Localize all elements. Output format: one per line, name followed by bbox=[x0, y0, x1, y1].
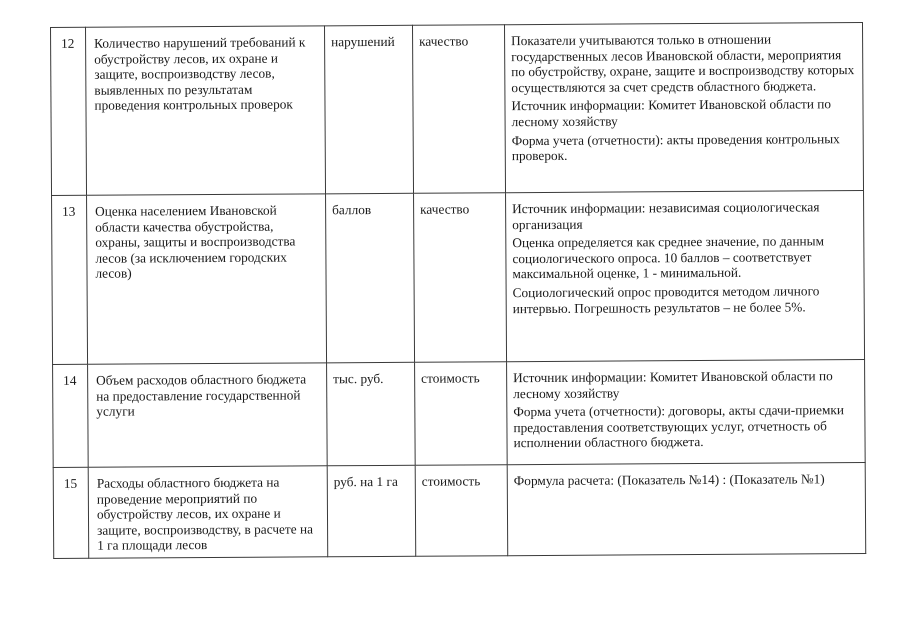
indicator-type: качество bbox=[414, 193, 507, 363]
row-number: 14 bbox=[53, 364, 89, 467]
indicator-name: Оценка населением Ивановской области качества обустройства, охраны, защиты и воспроизводства лесов (за исключением городских лесов) bbox=[87, 194, 327, 364]
note-paragraph: Источник информации: Комитет Ивановской области по лесному хозяйству bbox=[513, 368, 833, 401]
note-paragraph: Форма учета (отчетности): договоры, акты сдачи-приемки предоставления соответствующих услуг, отчетность об исполнении областного бюджета. bbox=[513, 402, 845, 451]
table-row bbox=[53, 360, 866, 468]
indicators-table bbox=[50, 22, 866, 559]
indicator-name: Количество нарушений требований к обустройству лесов, их охране и защите, воспроизводству лесов, выявленных по результатам проведения контрольных проверок bbox=[86, 26, 326, 195]
unit-of-measure: руб. на 1 га bbox=[327, 465, 416, 557]
note-paragraph: Оценка определяется как среднее значение, по данным социологического опроса. 10 баллов – соответствует максимальной оценке, 1 - минимальной. bbox=[512, 233, 825, 282]
note-paragraph: Источник информации: Комитет Ивановской области по лесному хозяйству bbox=[511, 96, 832, 130]
note-paragraph: Формула расчета: (Показатель №14) : (Показатель №1) bbox=[513, 471, 825, 489]
indicator-name: Расходы областного бюджета на проведение мероприятий по обустройству лесов, их охране и защите, воспроизводству, в расчете на 1 га площади лесов bbox=[88, 466, 328, 558]
note-paragraph: Источник информации: независимая социологическая организация bbox=[512, 199, 820, 232]
indicator-type: качество bbox=[412, 25, 505, 194]
indicator-notes bbox=[507, 360, 866, 465]
row-number: 12 bbox=[51, 27, 87, 195]
unit-of-measure: баллов bbox=[326, 193, 415, 363]
table-row bbox=[52, 191, 865, 365]
indicator-notes bbox=[504, 23, 863, 193]
row-number: 15 bbox=[53, 467, 89, 558]
indicator-type: стоимость bbox=[415, 465, 508, 557]
indicator-notes bbox=[506, 191, 865, 362]
note-paragraph: Социологический опрос проводится методом личного интервью. Погрешность результатов – не более 5%. bbox=[512, 283, 820, 316]
unit-of-measure: нарушений bbox=[324, 25, 413, 194]
table-row bbox=[51, 23, 864, 196]
row-number: 13 bbox=[52, 195, 88, 364]
note-paragraph: Форма учета (отчетности): акты проведения контрольных проверок. bbox=[511, 130, 840, 164]
indicator-name: Объем расходов областного бюджета на предоставление государственной услуги bbox=[88, 363, 328, 467]
table-row bbox=[53, 463, 866, 559]
indicator-notes bbox=[507, 463, 866, 556]
unit-of-measure: тыс. руб. bbox=[327, 362, 416, 466]
note-paragraph: Показатели учитываются только в отношении государственных лесов Ивановской области, мероприятия по обустройству, охране, защите и воспроизводству которых осуществляются за счет средств областного бюджета. bbox=[511, 31, 855, 95]
indicator-type: стоимость bbox=[415, 362, 508, 466]
